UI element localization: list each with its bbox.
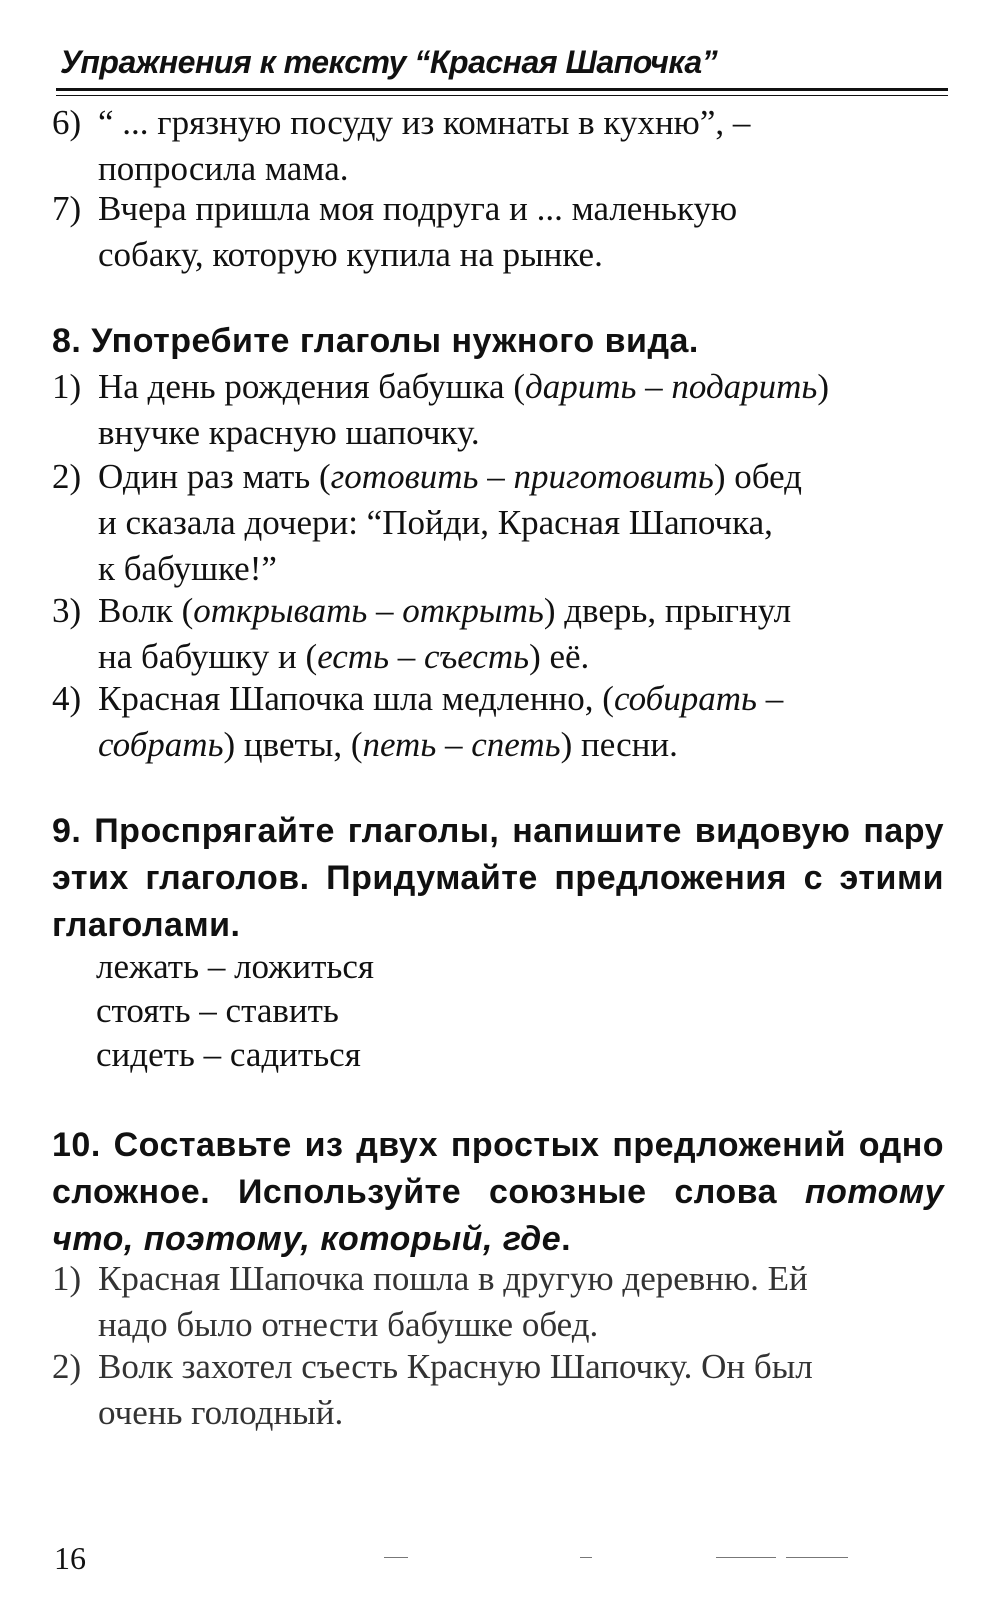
verb-pair: петь – спеть bbox=[362, 725, 561, 764]
scan-speck bbox=[384, 1557, 408, 1558]
item-text-line2 bbox=[52, 634, 944, 680]
ex10-heading bbox=[52, 1122, 944, 1263]
item-text-line1: Волк захотел съесть Красную Шапочку. Он был bbox=[98, 1347, 813, 1386]
item-number: 3) bbox=[52, 591, 82, 630]
item-text-line2: и сказала дочери: “Пойди, Красная Шапочка, bbox=[98, 503, 773, 542]
item-text-line2: собаку, которую купила на рынке. bbox=[98, 235, 603, 274]
ex8-item-4 bbox=[52, 676, 944, 768]
verb-pair: есть – съесть bbox=[317, 637, 530, 676]
heading-text: . bbox=[561, 1220, 572, 1258]
ex8-item-2 bbox=[52, 454, 944, 592]
item-text-line2: попросила мама. bbox=[98, 149, 349, 188]
item-text-line1: Красная Шапочка пошла в другую деревню. Ей bbox=[98, 1259, 808, 1298]
ex8-item-1 bbox=[52, 364, 944, 456]
item-number: 4) bbox=[52, 679, 82, 718]
item-text: ) цветы, ( bbox=[223, 725, 363, 764]
verb-pair-line: стоять – ставить bbox=[96, 991, 339, 1030]
scan-speck bbox=[580, 1557, 592, 1558]
item-text: ) обед bbox=[713, 457, 802, 496]
item-text-line3: к бабушке!” bbox=[98, 549, 277, 588]
item-number: 7) bbox=[52, 189, 82, 228]
item-text: На день рождения бабушка ( bbox=[98, 367, 525, 406]
item-text-line2: очень голодный. bbox=[98, 1393, 344, 1432]
page-number: 16 bbox=[54, 1540, 86, 1576]
ex7-item-7 bbox=[52, 186, 944, 278]
item-number: 2) bbox=[52, 1347, 82, 1386]
item-text-line2: внучке красную шапочку. bbox=[98, 413, 480, 452]
verb-pair: открывать – открыть bbox=[193, 591, 544, 630]
ex8-heading: 8. Употребите глаголы нужного вида. bbox=[52, 322, 699, 360]
scan-speck bbox=[716, 1557, 776, 1558]
item-text: на бабушку и ( bbox=[98, 637, 318, 676]
running-head: Упражнения к тексту “Красная Шапочка” bbox=[60, 44, 718, 80]
item-text: ) её. bbox=[529, 637, 590, 676]
item-text: Красная Шапочка шла медленно, ( bbox=[98, 679, 614, 718]
ex10-item-2 bbox=[52, 1344, 944, 1436]
ex10-item-1 bbox=[52, 1256, 944, 1348]
verb-pair: собирать – bbox=[613, 679, 784, 718]
conjunction-list: потому что, поэтому, который, где bbox=[52, 1173, 944, 1258]
ex7-item-6 bbox=[52, 100, 944, 192]
item-text: Один раз мать ( bbox=[98, 457, 331, 496]
verb-pair: дарить – подарить bbox=[525, 367, 818, 406]
item-text: Волк ( bbox=[98, 591, 194, 630]
item-number: 1) bbox=[52, 1259, 82, 1298]
item-text: ) песни. bbox=[560, 725, 678, 764]
heading-text: 10. Составьте из двух простых предложений одно сложное. Используйте союзные слова bbox=[52, 1126, 944, 1211]
item-text-line1: Вчера пришла моя подруга и ... маленькую bbox=[98, 189, 738, 228]
item-text: ) bbox=[817, 367, 830, 406]
ex8-item-3 bbox=[52, 588, 944, 680]
item-number: 2) bbox=[52, 457, 82, 496]
header-rule-thin bbox=[56, 95, 948, 96]
item-number: 1) bbox=[52, 367, 82, 406]
item-number: 6) bbox=[52, 103, 82, 142]
item-text-line2 bbox=[52, 722, 944, 768]
item-text: ) дверь, прыгнул bbox=[543, 591, 792, 630]
verb-pair-line: сидеть – садиться bbox=[96, 1035, 361, 1074]
scan-speck bbox=[786, 1557, 848, 1558]
verb-pair-line: лежать – ложиться bbox=[96, 947, 374, 986]
header-rule-thick bbox=[56, 88, 948, 91]
item-text-line1: “ ... грязную посуду из комнаты в кухню”, – bbox=[98, 103, 751, 142]
ex9-heading: 9. Проспрягайте глаголы, напишите видовую пару этих глаголов. Придумайте предложения с этими глаголами. bbox=[52, 812, 944, 944]
verb-pair: готовить – приготовить bbox=[330, 457, 714, 496]
item-text-line2: надо было отнести бабушке обед. bbox=[98, 1305, 599, 1344]
verb-pair: собрать bbox=[98, 725, 224, 764]
